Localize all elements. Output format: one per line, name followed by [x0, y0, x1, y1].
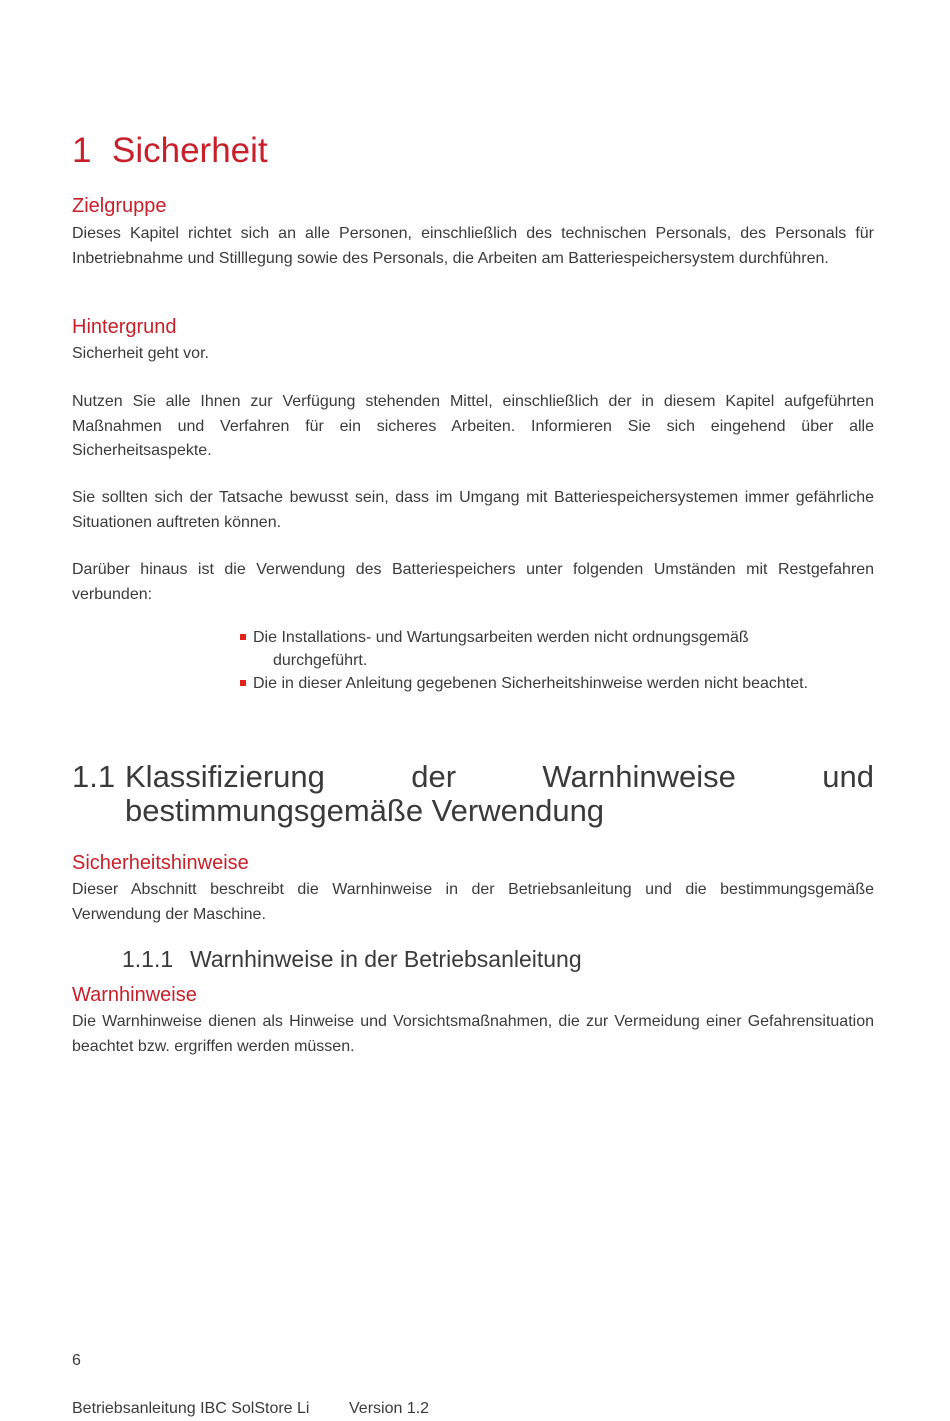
section-number: 1.1: [72, 759, 116, 794]
hintergrund-p2: Nutzen Sie alle Ihnen zur Verfügung stehenden Mittel, einschließlich der in diesem Kapitel aufgeführten Maßnahmen und Verfahren für ein sicheres Arbeiten. Informieren Sie sich eingehend über alle Sicherheitsaspekte.: [72, 393, 874, 459]
subsection-number: 1.1.1: [122, 946, 174, 972]
chapter-heading: [72, 131, 268, 171]
page-number: 6: [72, 1352, 81, 1369]
title-word: Klassifizierung: [125, 759, 325, 794]
list-item-text: Die in dieser Anleitung gegebenen Sicherheitshinweise werden nicht beachtet.: [253, 675, 809, 692]
restgefahren-list: [239, 626, 879, 695]
sicherheitshinweise-heading: Sicherheitshinweise: [72, 852, 249, 874]
hintergrund-heading: Hintergrund: [72, 316, 177, 338]
hintergrund-p4: Darüber hinaus ist die Verwendung des Batteriespeichers unter folgenden Umständen mit Restgefahren verbunden:: [72, 561, 874, 603]
subsection-title: Warnhinweise in der Betriebsanleitung: [190, 946, 582, 972]
title-word: und: [822, 759, 874, 794]
hintergrund-p3: Sie sollten sich der Tatsache bewusst sein, dass im Umgang mit Batteriespeichersystemen immer gefährliche Situationen auftreten können.: [72, 489, 874, 531]
section-title-line2: bestimmungsgemäße Verwendung: [125, 793, 605, 828]
footer-version: Version 1.2: [349, 1400, 430, 1417]
title-word: der: [411, 759, 457, 794]
zielgruppe-heading: Zielgruppe: [72, 195, 167, 217]
section-heading-1-1-1: [122, 946, 582, 973]
section-title-line1: [125, 760, 874, 794]
bullet-square-icon: [240, 680, 246, 686]
title-word: Warnhinweise: [542, 759, 736, 794]
list-item-text-continued: durchgeführt.: [273, 652, 368, 669]
sicherheitshinweise-text: Dieser Abschnitt beschreibt die Warnhinweise in der Betriebsanleitung und die bestimmungsgemäße Verwendung der Maschine.: [72, 881, 874, 923]
zielgruppe-text: Dieses Kapitel richtet sich an alle Personen, einschließlich des technischen Personals, des Personals für Inbetriebnahme und Stilllegung sowie des Personals, die Arbeiten am Batteriespeichersystem durchführen.: [72, 225, 874, 267]
list-item-text: Die Installations- und Wartungsarbeiten werden nicht ordnungsgemäß: [253, 629, 749, 646]
hintergrund-p1: Sicherheit geht vor.: [72, 345, 209, 362]
bullet-square-icon: [240, 634, 246, 640]
warnhinweise-text: Die Warnhinweise dienen als Hinweise und Vorsichtsmaßnahmen, die zur Vermeidung einer Gefahrensituation beachtet bzw. ergriffen werden müssen.: [72, 1013, 874, 1055]
list-item: [239, 672, 879, 695]
list-item: [239, 626, 879, 672]
warnhinweise-heading: Warnhinweise: [72, 984, 197, 1006]
footer-document-title: Betriebsanleitung IBC SolStore Li: [72, 1400, 310, 1417]
chapter-number: 1: [72, 131, 92, 170]
chapter-title: Sicherheit: [112, 131, 268, 170]
